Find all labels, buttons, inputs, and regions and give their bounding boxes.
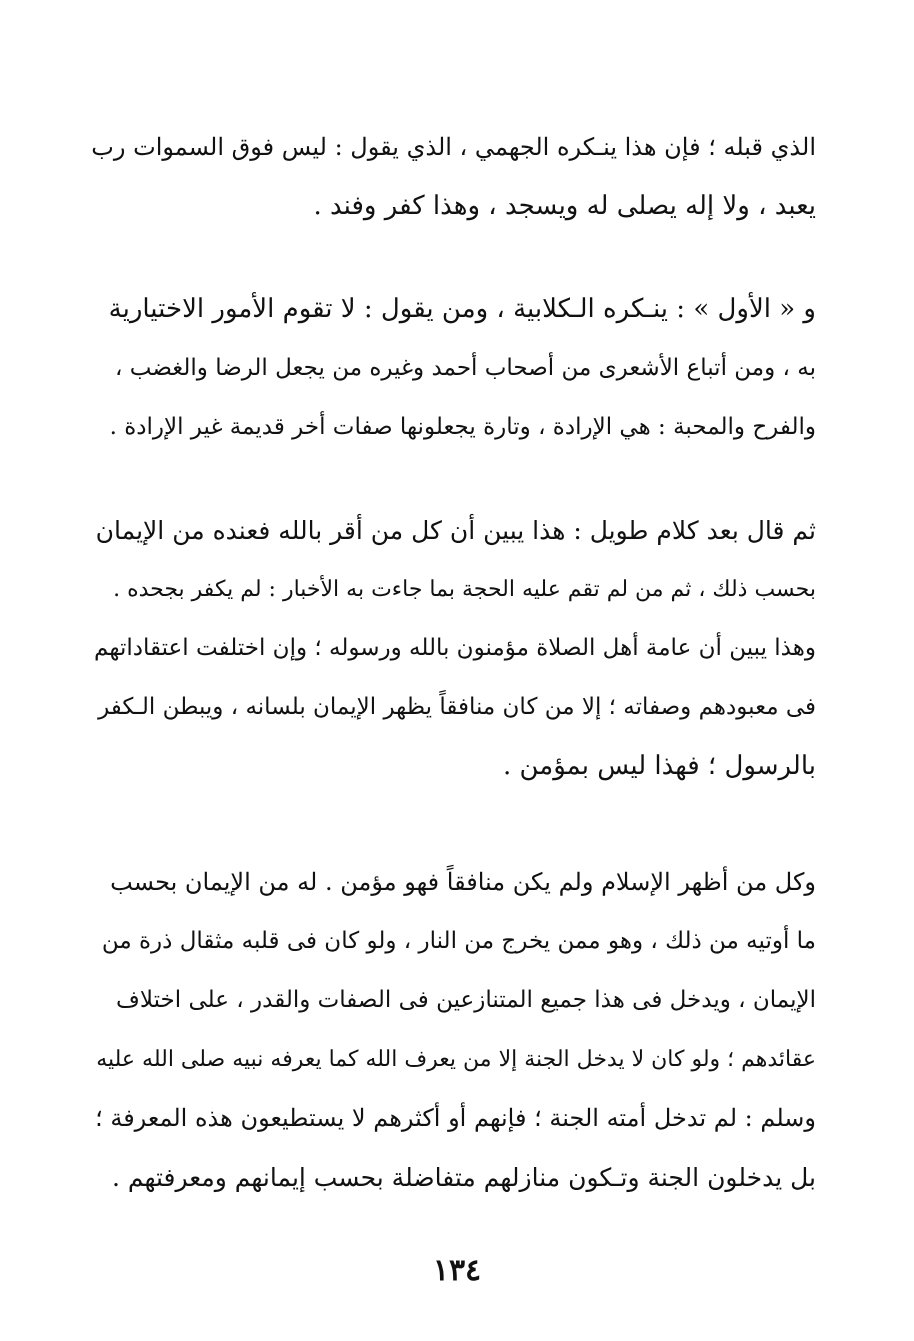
text-line: عقائدهم ؛ ولو كان لا يدخل الجنة إلا من يعرف الله كما يعرفه نبيه صلى الله عليه <box>96 1047 816 1072</box>
text-line: الذي قبله ؛ فإن هذا ينـكره الجهمي ، الذي يقول : ليس فوق السموات رب <box>91 133 816 161</box>
text-line: به ، ومن أتباع الأشعرى من أصحاب أحمد وغيره من يجعل الرضا والغضب ، <box>115 355 816 381</box>
paragraph-4 <box>88 853 816 1207</box>
text-line: ما أوتيه من ذلك ، وهو ممن يخرج من النار ، ولو كان فى قلبه مثقال ذرة من <box>101 928 816 954</box>
text-line: وكل من أظهر الإسلام ولم يكن منافقاً فهو مؤمن . له من الإيمان بحسب <box>110 868 816 896</box>
text-line: بل يدخلون الجنة وتـكون منازلهم متفاضلة بحسب إيمانهم ومعرفتهم . <box>111 1163 816 1192</box>
text-line: بالرسول ؛ فهذا ليس بمؤمن . <box>502 751 816 781</box>
text-line: فى معبودهم وصفاته ؛ إلا من كان منافقاً يظهر الإيمان بلسانه ، ويبطن الـكفر <box>98 694 816 720</box>
text-line: والفرح والمحبة : هي الإرادة ، وتارة يجعلونها صفات أخر قديمة غير الإرادة . <box>109 414 816 440</box>
text-line: بحسب ذلك ، ثم من لم تقم عليه الحجة بما جاءت به الأخبار : لم يكفر بجحده . <box>113 577 816 602</box>
paragraph-2 <box>88 280 816 457</box>
paragraph-3 <box>88 501 816 796</box>
text-line: ثم قال بعد كلام طويل : هذا يبين أن كل من أقر بالله فعنده من الإيمان <box>95 516 816 545</box>
text-line: وهذا يبين أن عامة أهل الصلاة مؤمنون بالله ورسوله ؛ وإن اختلفت اعتقاداتهم <box>94 635 816 661</box>
paragraph-1 <box>88 118 816 236</box>
text-line: الإيمان ، ويدخل فى هذا جميع المتنازعين فى الصفات والقدر ، على اختلاف <box>116 987 816 1013</box>
text-line: و « الأول » : ينـكره الـكلابية ، ومن يقول : لا تقوم الأمور الاختيارية <box>108 294 816 324</box>
text-line: وسلم : لم تدخل أمته الجنة ؛ فإنهم أو أكثرهم لا يستطيعون هذه المعرفة ؛ <box>95 1104 816 1132</box>
page-number: ١٣٤ <box>432 1253 482 1288</box>
text-line: يعبد ، ولا إله يصلى له ويسجد ، وهذا كفر وفند . <box>313 191 816 221</box>
